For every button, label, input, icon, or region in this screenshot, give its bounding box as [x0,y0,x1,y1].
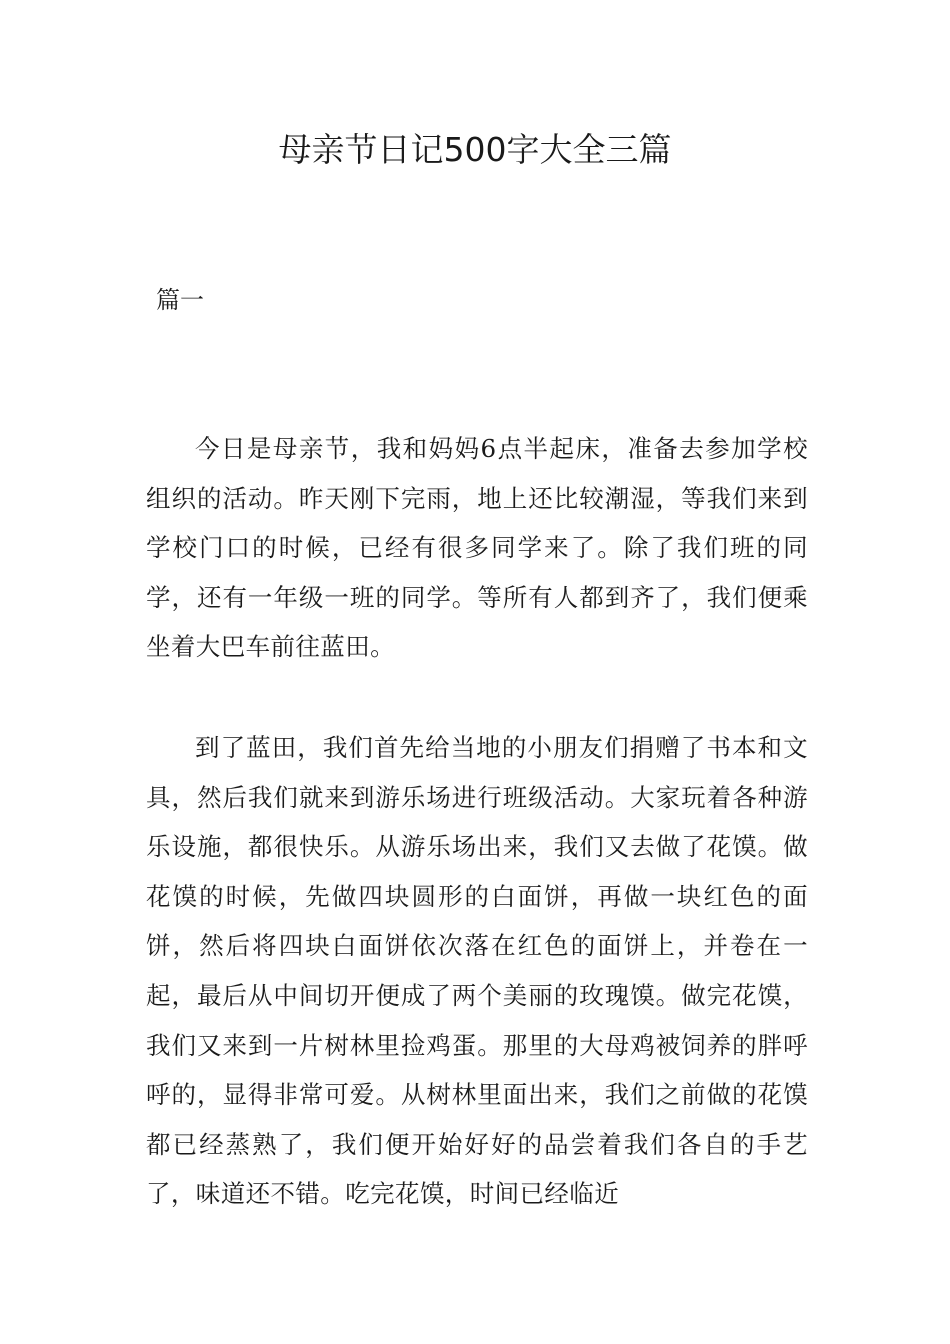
section-heading: 篇一 [156,286,204,314]
document-title: 母亲节日记500字大全三篇 [278,130,672,169]
paragraph-1: 今日是母亲节，我和妈妈6点半起床，准备去参加学校组织的活动。昨天刚下完雨，地上还比较潮湿，等我们来到学校门口的时候，已经有很多同学来了。除了我们班的同学，还有一年级一班的同学。等所有人都到齐了，我们便乘坐着大巴车前往蓝田。 [146,434,808,662]
paragraph-2: 到了蓝田，我们首先给当地的小朋友们捐赠了书本和文具，然后我们就来到游乐场进行班级活动。大家玩着各种游乐设施，都很快乐。从游乐场出来，我们又去做了花馍。做花馍的时候，先做四块圆形的白面饼，再做一块红色的面饼，然后将四块白面饼依次落在红色的面饼上，并卷在一起，最后从中间切开便成了两个美丽的玫瑰馍。做完花馍，我们又来到一片树林里捡鸡蛋。那里的大母鸡被饲养的胖呼呼的，显得非常可爱。从树林里面出来，我们之前做的花馍都已经蒸熟了，我们便开始好好的品尝着我们各自的手艺了，味道还不错。吃完花馍，时间已经临近 [146,733,808,1209]
